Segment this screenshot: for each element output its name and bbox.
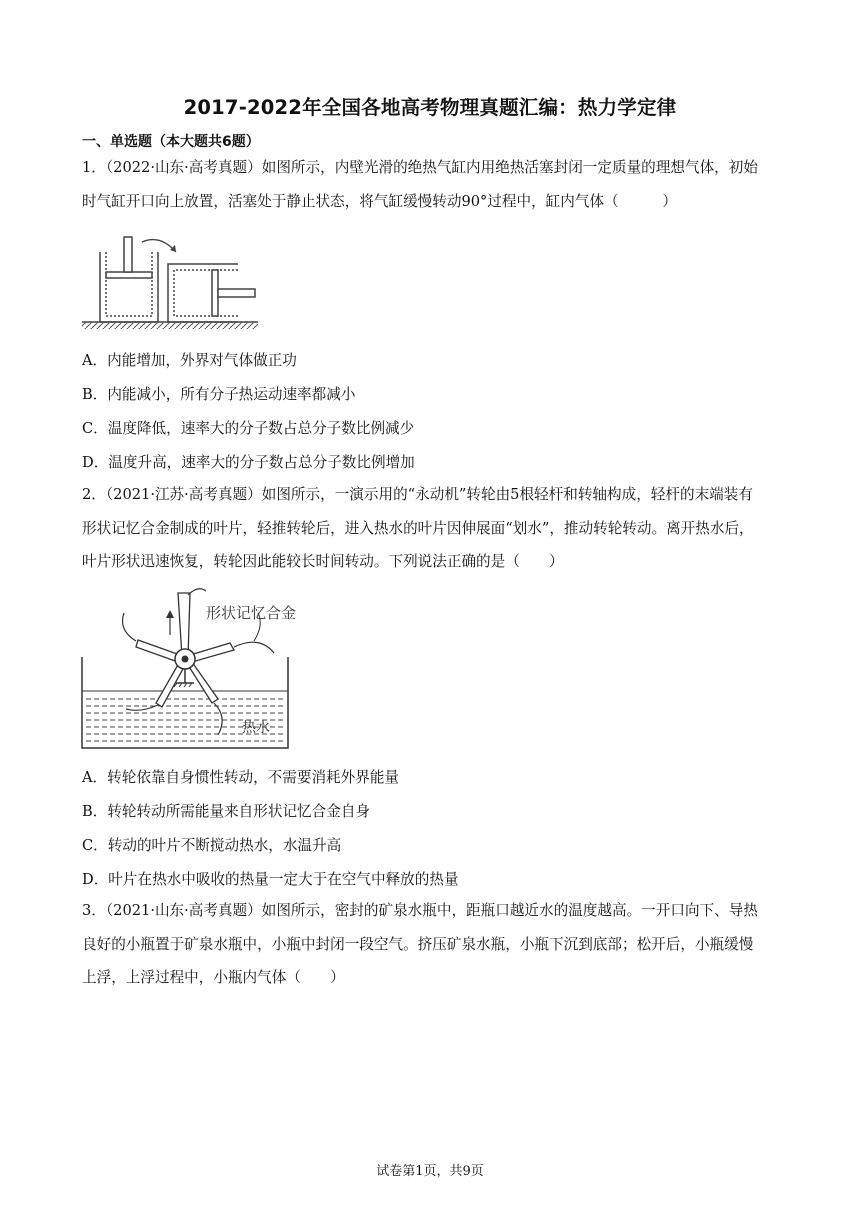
- section-heading: 一、单选题（本大题共6题）: [82, 134, 260, 150]
- question-1-option-b: B．内能减小，所有分子热运动速率都减小: [82, 386, 356, 403]
- upright-cylinder: [100, 237, 158, 322]
- question-1-stem: [82, 151, 782, 218]
- question-2-option-d: D．叶片在热水中吸收的热量一定大于在空气中释放的热量: [82, 871, 459, 888]
- question-3-line-1: 3．（2021·山东·高考真题）如图所示，密封的矿泉水瓶中，距瓶口越近水的温度越高。一开口向下、导热: [82, 902, 758, 919]
- question-1-option-a: A．内能增加，外界对气体做正功: [82, 352, 297, 369]
- question-3-line-3: 上浮，上浮过程中，小瓶内气体（ ）: [82, 969, 345, 986]
- question-2-stem: [82, 478, 782, 579]
- question-1-line-2: 时气缸开口向上放置，活塞处于静止状态，将气缸缓慢转动90°过程中，缸内气体（ ）: [82, 192, 678, 210]
- hot-water-label: 热水: [242, 720, 270, 736]
- rotated-cylinder: [168, 264, 255, 322]
- question-1-option-c: C．温度降低，速率大的分子数占总分子数比例减少: [82, 420, 415, 437]
- document-title: 2017-2022年全国各地高考物理真题汇编：热力学定律: [183, 96, 677, 119]
- alloy-label: 形状记忆合金: [206, 604, 297, 622]
- cylinder-rotation-figure: [80, 232, 260, 334]
- question-2-line-2: 形状记忆合金制成的叶片，轻推转轮后，进入热水的叶片因伸展面“划水”，推动转轮转动。离开热水后，: [82, 519, 754, 537]
- question-2-option-c: C．转动的叶片不断搅动热水，水温升高: [82, 837, 342, 854]
- question-2-line-3: 叶片形状迅速恢复，转轮因此能较长时间转动。下列说法正确的是（ ）: [82, 553, 564, 570]
- question-2-line-1: 2．（2021·江苏·高考真题）如图所示，一演示用的“永动机”转轮由5根轻杆和转轴构成，轻杆的末端装有: [82, 486, 753, 503]
- question-3-line-2: 良好的小瓶置于矿泉水瓶中，小瓶中封闭一段空气。挤压矿泉水瓶，小瓶下沉到底部；松开后，小瓶缓慢: [82, 935, 754, 953]
- perpetual-wheel-figure: [78, 585, 338, 753]
- question-1-option-d: D．温度升高，速率大的分子数占总分子数比例增加: [82, 454, 415, 471]
- question-1-line-1: 1．（2022·山东·高考真题）如图所示，内壁光滑的绝热气缸内用绝热活塞封闭一定质量的理想气体，初始: [82, 159, 758, 176]
- question-2-option-b: B．转轮转动所需能量来自形状记忆合金自身: [82, 803, 371, 820]
- question-2-option-a: A．转轮依靠自身惯性转动，不需要消耗外界能量: [82, 769, 400, 786]
- question-3-stem: [82, 894, 782, 995]
- page-footer: 试卷第1页，共9页: [376, 1164, 484, 1179]
